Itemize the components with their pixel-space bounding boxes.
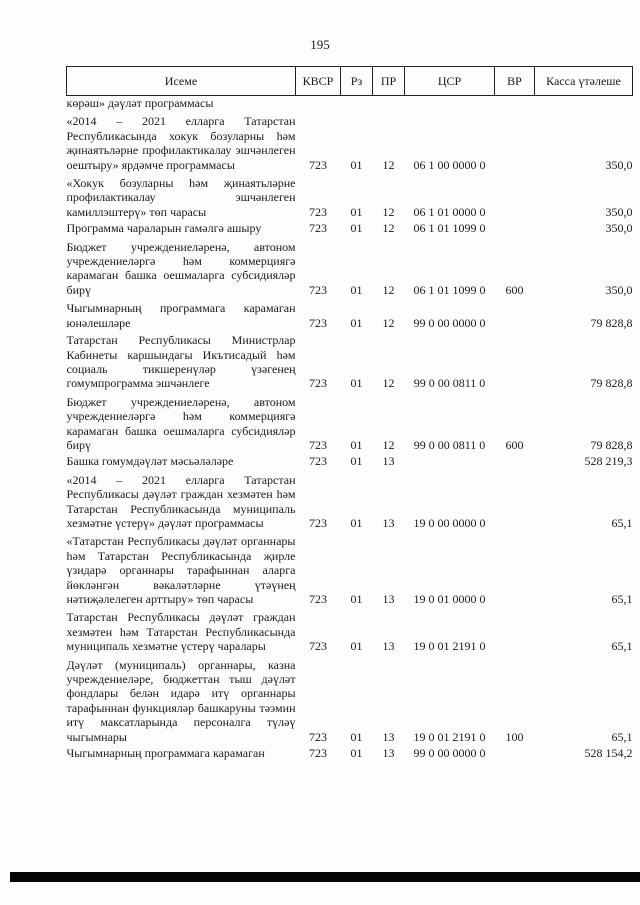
table-row — [67, 110, 633, 172]
row-kvsr: 723 — [309, 221, 327, 236]
row-rz: 01 — [350, 204, 363, 219]
row-vr: 100 — [505, 729, 524, 744]
row-csr: 06 1 01 1099 0 — [413, 221, 486, 236]
column-header-name: Исеме — [67, 67, 296, 96]
row-rz: 01 — [350, 376, 363, 391]
row-name: Башка гомумдәүләт мәсьәләләре — [66, 454, 234, 469]
table-row — [67, 530, 633, 606]
table-row — [67, 297, 633, 330]
row-kvsr: 723 — [309, 592, 327, 606]
row-csr: 06 1 00 0000 0 — [413, 157, 486, 172]
row-name: Татарстан Республикасы Министрлар Кабинеты каршындагы Икътисадый һәм социаль тикшеренүләр үзәгенең гомумпрограмма эшчәнлеге — [66, 333, 296, 391]
row-amount: 65,1 — [611, 729, 633, 744]
row-rz: 01 — [350, 454, 363, 469]
row-amount: 350,0 — [605, 157, 633, 172]
row-kvsr: 723 — [309, 204, 327, 219]
row-csr: 19 0 00 0000 0 — [413, 515, 486, 530]
row-name: Чыгымнарның программага карамаган юнәлешләре — [66, 301, 296, 330]
row-csr: 99 0 00 0000 0 — [413, 315, 486, 330]
row-amount: 528 154,2 — [584, 746, 633, 761]
table-row — [67, 330, 633, 391]
row-vr — [495, 744, 535, 760]
row-rz: 01 — [350, 315, 363, 330]
row-kvsr: 723 — [309, 315, 327, 330]
row-vr — [495, 452, 535, 468]
row-csr: 06 1 01 0000 0 — [413, 204, 486, 219]
row-name: Бюджет учреждениеләренә, автоном учреждениеләргә һәм коммерциягә карамаган башка оешмаларга субсидияләр бирү — [66, 394, 296, 452]
row-vr — [495, 469, 535, 531]
column-header-pr: ПР — [373, 67, 405, 96]
row-csr: 19 0 01 0000 0 — [413, 592, 486, 606]
row-vr: 600 — [505, 282, 524, 297]
row-vr — [495, 96, 535, 111]
row-name: Чыгымнарның программага карамаган — [66, 746, 265, 761]
table-row — [67, 469, 633, 531]
row-kvsr: 723 — [309, 729, 327, 744]
row-vr: 600 — [505, 437, 524, 452]
row-amount: 65,1 — [611, 515, 633, 530]
row-name: Бюджет учреждениеләренә, автоном учреждениеләргә һәм коммерциягә карамаган башка оешмаларга субсидияләр бирү — [66, 239, 296, 297]
row-csr: 19 0 01 2191 0 — [413, 729, 486, 744]
table-row — [67, 744, 633, 760]
row-amount: 79 828,8 — [590, 315, 633, 330]
row-pr: 13 — [382, 746, 395, 761]
row-vr — [495, 110, 535, 172]
row-rz: 01 — [350, 515, 363, 530]
row-kvsr: 723 — [309, 454, 327, 469]
row-csr: 06 1 01 1099 0 — [413, 282, 486, 297]
row-kvsr — [296, 96, 341, 111]
row-kvsr: 723 — [309, 376, 327, 391]
row-vr — [495, 172, 535, 219]
column-header-vr: ВР — [495, 67, 535, 96]
row-pr: 13 — [382, 639, 395, 654]
row-csr: 19 0 01 2191 0 — [413, 639, 486, 654]
scan-edge-bar — [10, 872, 640, 882]
row-rz: 01 — [350, 639, 363, 654]
table-row — [67, 654, 633, 744]
row-pr: 12 — [382, 437, 395, 452]
row-amount: 350,0 — [605, 282, 633, 297]
row-vr — [495, 330, 535, 391]
row-kvsr: 723 — [309, 746, 327, 761]
row-kvsr: 723 — [309, 282, 327, 297]
row-name: көрәш» дәүләт программасы — [66, 96, 214, 110]
row-name: Татарстан Республикасы дәүләт граждан хезмәтен һәм Татарстан Республикасында муниципаль хезмәтне үстерү чаралары — [66, 610, 296, 654]
row-pr: 13 — [382, 515, 395, 530]
row-rz: 01 — [350, 592, 363, 606]
row-pr: 13 — [382, 729, 395, 744]
row-name: «Хокук бозуларны һәм җинаятьләрне профилактикалау эшчәнлеген камиллэштерү» төп чарасы — [66, 176, 296, 219]
row-amount: 528 219,3 — [584, 454, 633, 469]
row-vr — [495, 530, 535, 606]
row-pr: 12 — [382, 376, 395, 391]
table-row — [67, 96, 633, 111]
row-name: «2014 – 2021 елларга Татарстан Республикасында хокук бозуларны һәм җинаятьләрне профилактикалау эшчәнлеген оештыру» ярдәмче программасы — [66, 114, 296, 172]
table-row — [67, 219, 633, 235]
row-rz: 01 — [350, 221, 363, 236]
row-rz: 01 — [350, 282, 363, 297]
row-csr — [405, 452, 495, 468]
row-kvsr: 723 — [309, 639, 327, 654]
row-pr: 12 — [382, 282, 395, 297]
row-amount: 65,1 — [611, 639, 633, 654]
column-header-amount: Касса үтәлеше — [535, 67, 633, 96]
row-csr: 99 0 00 0811 0 — [413, 376, 486, 391]
table-row — [67, 606, 633, 653]
column-header-rz: Рз — [341, 67, 373, 96]
row-name: Программа чараларын гамәлгә ашыру — [66, 221, 262, 236]
table-row — [67, 452, 633, 468]
row-pr: 12 — [382, 221, 395, 236]
budget-table — [66, 66, 633, 760]
row-kvsr: 723 — [309, 515, 327, 530]
row-pr — [373, 96, 405, 111]
table-row — [67, 172, 633, 219]
row-rz: 01 — [350, 157, 363, 172]
row-amount: 350,0 — [605, 221, 633, 236]
row-kvsr: 723 — [309, 157, 327, 172]
row-kvsr: 723 — [309, 437, 327, 452]
table-row — [67, 236, 633, 298]
row-vr — [495, 219, 535, 235]
row-csr — [405, 96, 495, 111]
row-rz — [341, 96, 373, 111]
row-amount: 79 828,8 — [590, 437, 633, 452]
row-amount: 350,0 — [605, 204, 633, 219]
row-vr — [495, 606, 535, 653]
column-header-csr: ЦСР — [405, 67, 495, 96]
page-number: 195 — [310, 37, 330, 52]
row-vr — [495, 297, 535, 330]
row-csr: 99 0 00 0811 0 — [413, 437, 486, 452]
table-header — [67, 67, 633, 96]
row-name: «2014 – 2021 елларга Татарстан Республикасы дәүләт граждан хезмәтен һәм Татарстан Республикасында муниципаль хезмәтне үстерү» дәүләт программасы — [66, 472, 296, 530]
row-rz: 01 — [350, 746, 363, 761]
row-pr: 12 — [382, 157, 395, 172]
table-row — [67, 391, 633, 453]
row-name: «Татарстан Республикасы дәүләт органнары һәм Татарстан Республикасында җирле үзидарә органнары тарафыннан аларга йөкләнгән вәкаләтләрне үтәүнең нәтиҗәлелеген арттыру» төп чарасы — [66, 534, 296, 606]
row-csr: 99 0 00 0000 0 — [413, 746, 486, 761]
row-pr: 13 — [382, 592, 395, 606]
row-pr: 12 — [382, 204, 395, 219]
row-pr: 12 — [382, 315, 395, 330]
row-amount: 65,1 — [611, 592, 633, 606]
column-header-kvsr: КВСР — [296, 67, 341, 96]
row-name: Дәүләт (муниципаль) органнары, казна учреждениеләре, бюджеттан тыш дәүләт фондлары белән идарә итү органнары тарафыннан функцияләр башкаруны тәэмин итү максатларында персоналга түләү чыгымнары — [66, 657, 296, 744]
row-rz: 01 — [350, 437, 363, 452]
row-amount — [535, 96, 633, 111]
row-amount: 79 828,8 — [590, 376, 633, 391]
row-rz: 01 — [350, 729, 363, 744]
row-pr: 13 — [382, 454, 395, 469]
